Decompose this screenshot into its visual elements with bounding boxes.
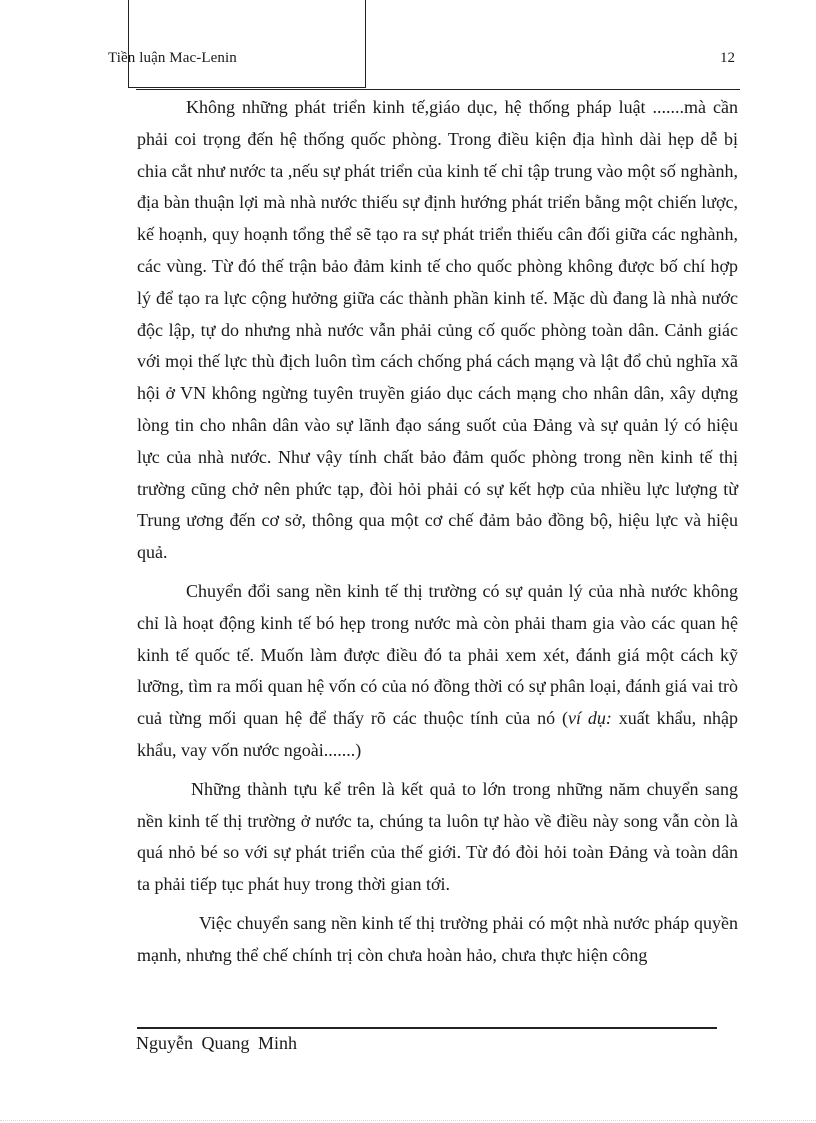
header-divider [136, 89, 740, 90]
paragraph-4: Việc chuyển sang nền kinh tế thị trường phải có một nhà nước pháp quyền mạnh, nhưng thể chế chính trị còn chưa hoàn hảo, chưa thực hiện công [137, 912, 738, 965]
page-number: 12 [720, 50, 735, 66]
footer-divider [137, 1027, 717, 1029]
header-frame [128, 0, 366, 88]
header-title: Tiền luận Mac-Lenin [108, 50, 237, 66]
body-text [137, 92, 738, 972]
footer-author: Nguyễn Quang Minh [136, 1033, 297, 1053]
paragraph-2-main: Chuyển đổi sang nền kinh tế thị trường có sự quản lý của nhà nước không chỉ là hoạt động kinh tế bó hẹp trong nước mà còn phải tham gia vào các quan hệ kinh tế quốc tế. Muốn làm được điều đó ta phải xem xét, đánh giá một cách kỹ lưỡng, tìm ra mối quan hệ vốn có của nó đồng thời có sự phân loại, đánh giá vai trò cuả từng mối quan hệ để thấy rõ các thuộc tính của nó ( [137, 580, 738, 729]
page-edge-divider [0, 1120, 816, 1121]
paragraph-1: Không những phát triển kinh tế,giáo dục, hệ thống pháp luật .......mà cần phải coi trọng đến hệ thống quốc phòng. Trong điều kiện địa hình dài hẹp dễ bị chia cắt như nước ta ,nếu sự phát triển của kinh tế chỉ tập trung vào một số nghành, địa bàn thuận lợi mà nhà nước thiếu sự định hướng phát triển bằng một chiến lược, kế hoạnh, quy hoạnh tổng thể sẽ tạo ra sự phát triển thiếu cân đối giữa các nghành, các vùng. Từ đó thế trận bảo đảm kinh tế cho quốc phòng không được bố chí hợp lý để tạo ra lực cộng hưởng giữa các thành phần kinh tế. Mặc dù đang là nhà nước độc lập, tự do nhưng nhà nước vẫn phải củng cố quốc phòng toàn dân. Cảnh giác với mọi thế lực thù địch luôn tìm cách chống phá cách mạng và lật đổ chủ nghĩa xã hội ở VN không ngừng tuyên truyền giáo dục cách mạng cho nhân dân, xây dựng lòng tin cho nhân dân vào sự lãnh đạo sáng suốt của Đảng và sự quản lý có hiệu lực của nhà nước. Như vậy tính chất bảo đảm quốc phòng trong nền kinh tế thị trường cũng chở nên phức tạp, đòi hỏi phải có sự kết hợp của nhiều lực lượng từ Trung ương đến cơ sở, thông qua một cơ chế đảm bảo đồng bộ, hiệu lực và hiệu quả. [137, 97, 738, 563]
paragraph-2-tail: xuất khẩu, nhập khẩu, vay vốn nước ngoài.......) [137, 708, 739, 760]
paragraph-3: Những thành tựu kể trên là kết quả to lớn trong những năm chuyển sang nền kinh tế thị trường ở nước ta, chúng ta luôn tự hào về điều này song vẫn còn là quá nhỏ bé so với sự phát triển của thế giới. Từ đó đòi hỏi toàn Đảng và toàn dân ta phải tiếp tục phát huy trong thời gian tới. [137, 778, 738, 895]
paragraph-2 [137, 576, 738, 767]
paragraph-2-example-label: ví dụ: [568, 708, 612, 729]
